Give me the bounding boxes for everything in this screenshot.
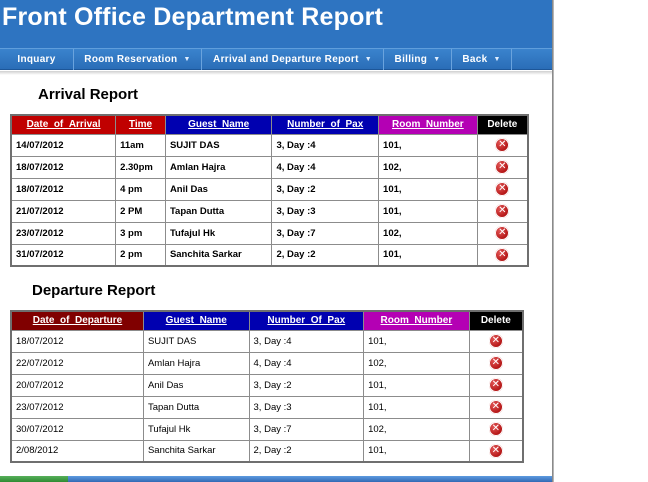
cell-delete	[477, 200, 528, 222]
cell-date: 21/07/2012	[11, 200, 116, 222]
cell-guest: Amlan Hajra	[165, 156, 272, 178]
nav-menubar	[0, 48, 553, 70]
cell-guest: Anil Das	[143, 374, 249, 396]
cell-pax: 3, Day :3	[249, 396, 364, 418]
caret-down-icon: ▼	[183, 56, 191, 63]
column-header[interactable]: Room_Number	[364, 311, 470, 330]
cell-room: 102,	[364, 418, 470, 440]
delete-x-icon[interactable]: ✕	[489, 444, 503, 458]
cell-guest: Anil Das	[165, 178, 272, 200]
arrival-report-table	[10, 114, 529, 267]
cell-delete	[469, 418, 523, 440]
menu-room-reservation[interactable]	[74, 49, 202, 70]
cell-delete	[477, 156, 528, 178]
table-row	[11, 418, 523, 440]
page-header	[0, 0, 553, 48]
cell-date: 2/08/2012	[11, 440, 143, 462]
table-row	[11, 440, 523, 462]
cell-pax: 4, Day :4	[249, 352, 364, 374]
cell-pax: 3, Day :2	[272, 178, 379, 200]
cell-delete	[469, 440, 523, 462]
delete-x-icon[interactable]: ✕	[495, 204, 509, 218]
cell-time: 2.30pm	[116, 156, 166, 178]
cell-guest: Tufajul Hk	[143, 418, 249, 440]
departure-table-body	[11, 330, 523, 462]
column-header[interactable]: Guest_Name	[165, 115, 272, 134]
cell-delete	[477, 178, 528, 200]
departure-report-table	[10, 310, 524, 463]
delete-x-icon[interactable]: ✕	[495, 182, 509, 196]
column-header[interactable]: Date_of_Departure	[11, 311, 143, 330]
table-row	[11, 352, 523, 374]
delete-x-icon[interactable]: ✕	[495, 138, 509, 152]
column-header[interactable]: Guest_Name	[143, 311, 249, 330]
cell-pax: 3, Day :7	[272, 222, 379, 244]
column-header[interactable]: Number_of_Pax	[272, 115, 379, 134]
arrival-table-body	[11, 134, 528, 266]
menu-label: Billing	[394, 54, 428, 65]
table-row	[11, 134, 528, 156]
menu-label: Arrival and Departure Report	[213, 54, 359, 65]
cell-delete	[477, 244, 528, 266]
cell-pax: 3, Day :7	[249, 418, 364, 440]
cell-room: 101,	[379, 178, 478, 200]
menubar-shadow	[0, 71, 553, 75]
cell-time: 4 pm	[116, 178, 166, 200]
delete-x-icon[interactable]: ✕	[495, 160, 509, 174]
departure-header-row	[11, 311, 523, 330]
cell-room: 101,	[364, 330, 470, 352]
menu-arrival-departure-report[interactable]	[202, 49, 384, 70]
cell-pax: 2, Day :2	[249, 440, 364, 462]
cell-guest: Tapan Dutta	[165, 200, 272, 222]
column-header[interactable]: Room_Number	[379, 115, 478, 134]
table-row	[11, 156, 528, 178]
cell-room: 101,	[364, 374, 470, 396]
cell-delete	[469, 374, 523, 396]
table-row	[11, 178, 528, 200]
table-row	[11, 374, 523, 396]
column-header[interactable]: Number_Of_Pax	[249, 311, 364, 330]
cell-guest: SUJIT DAS	[165, 134, 272, 156]
empty-side-panel	[553, 0, 648, 482]
cell-guest: SUJIT DAS	[143, 330, 249, 352]
column-header[interactable]: Time	[116, 115, 166, 134]
cell-pax: 4, Day :4	[272, 156, 379, 178]
cell-room: 101,	[364, 440, 470, 462]
cell-delete	[469, 352, 523, 374]
cell-room: 101,	[364, 396, 470, 418]
arrival-report-title: Arrival Report	[38, 86, 139, 103]
cell-date: 18/07/2012	[11, 330, 143, 352]
menu-label: Back	[462, 54, 488, 65]
cell-pax: 3, Day :4	[249, 330, 364, 352]
delete-x-icon[interactable]: ✕	[495, 226, 509, 240]
cell-pax: 3, Day :2	[249, 374, 364, 396]
menu-label: Room Reservation	[84, 54, 178, 65]
cell-room: 101,	[379, 134, 478, 156]
cell-guest: Tapan Dutta	[143, 396, 249, 418]
cell-time: 11am	[116, 134, 166, 156]
table-row	[11, 330, 523, 352]
cell-room: 101,	[379, 244, 478, 266]
departure-report-title: Departure Report	[32, 282, 156, 299]
cell-time: 2 pm	[116, 244, 166, 266]
table-row	[11, 244, 528, 266]
arrival-header-row	[11, 115, 528, 134]
cell-date: 18/07/2012	[11, 178, 116, 200]
delete-x-icon[interactable]: ✕	[489, 400, 503, 414]
cell-guest: Sanchita Sarkar	[143, 440, 249, 462]
caret-down-icon: ▼	[364, 56, 372, 63]
cell-time: 3 pm	[116, 222, 166, 244]
column-header: Delete	[477, 115, 528, 134]
caret-down-icon: ▼	[433, 56, 441, 63]
page-title: Front Office Department Report	[2, 3, 384, 31]
menu-inquary[interactable]	[0, 49, 74, 70]
delete-x-icon[interactable]: ✕	[489, 378, 503, 392]
cell-pax: 2, Day :2	[272, 244, 379, 266]
cell-delete	[477, 134, 528, 156]
cell-guest: Sanchita Sarkar	[165, 244, 272, 266]
table-row	[11, 396, 523, 418]
cell-room: 102,	[379, 156, 478, 178]
caret-down-icon: ▼	[493, 56, 501, 63]
column-header: Delete	[469, 311, 523, 330]
cell-pax: 3, Day :4	[272, 134, 379, 156]
delete-x-icon[interactable]: ✕	[489, 334, 503, 348]
cell-date: 23/07/2012	[11, 396, 143, 418]
delete-x-icon[interactable]: ✕	[495, 248, 509, 262]
cell-date: 20/07/2012	[11, 374, 143, 396]
taskbar	[0, 476, 553, 482]
menu-billing[interactable]	[384, 49, 452, 70]
delete-x-icon[interactable]: ✕	[489, 356, 503, 370]
column-header[interactable]: Date_of_Arrival	[11, 115, 116, 134]
table-row	[11, 222, 528, 244]
cell-date: 18/07/2012	[11, 156, 116, 178]
cell-delete	[469, 396, 523, 418]
cell-room: 102,	[364, 352, 470, 374]
start-button[interactable]	[0, 476, 68, 482]
table-row	[11, 200, 528, 222]
cell-guest: Tufajul Hk	[165, 222, 272, 244]
cell-date: 14/07/2012	[11, 134, 116, 156]
cell-room: 101,	[379, 200, 478, 222]
menu-back[interactable]	[452, 49, 512, 70]
cell-time: 2 PM	[116, 200, 166, 222]
menu-label: Inquary	[17, 54, 56, 65]
cell-guest: Amlan Hajra	[143, 352, 249, 374]
cell-room: 102,	[379, 222, 478, 244]
cell-delete	[469, 330, 523, 352]
cell-date: 23/07/2012	[11, 222, 116, 244]
cell-delete	[477, 222, 528, 244]
delete-x-icon[interactable]: ✕	[489, 422, 503, 436]
cell-date: 31/07/2012	[11, 244, 116, 266]
cell-pax: 3, Day :3	[272, 200, 379, 222]
cell-date: 30/07/2012	[11, 418, 143, 440]
cell-date: 22/07/2012	[11, 352, 143, 374]
